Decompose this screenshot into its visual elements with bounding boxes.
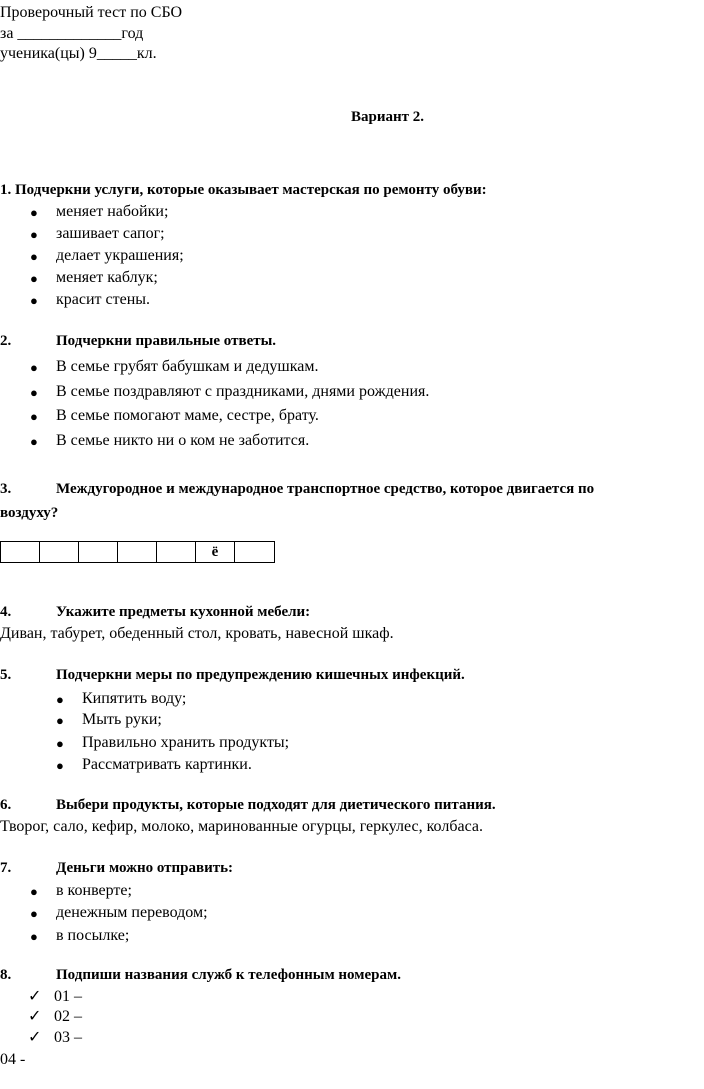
q3-title: Междугородное и международное транспортное средство, которое двигается по	[56, 481, 595, 497]
list-item: делает украшения;	[56, 247, 184, 264]
checkmark-icon: ✓	[28, 1008, 42, 1025]
list-item: В семье грубят бабушкам и дедушкам.	[56, 358, 319, 375]
q6-text: Творог, сало, кефир, молоко, маринованные огурцы, геркулес, колбаса.	[0, 818, 483, 835]
list-item: в конверте;	[56, 882, 132, 899]
q3-number: 3.	[0, 481, 12, 497]
q7-title: Деньги можно отправить:	[56, 860, 234, 876]
bullet-icon: ●	[30, 271, 38, 286]
q7-number: 7.	[0, 860, 12, 876]
list-item: 03 –	[54, 1029, 82, 1046]
q6-title: Выбери продукты, которые подходят для диетического питания.	[56, 797, 496, 813]
bullet-icon: ●	[30, 884, 38, 899]
header-line-2: за _____________год	[0, 25, 144, 42]
q2-title: Подчеркни правильные ответы.	[56, 333, 277, 349]
bullet-icon: ●	[30, 205, 38, 220]
list-item: В семье поздравляют с праздниками, днями рождения.	[56, 383, 430, 400]
header-line-3: ученика(цы) 9_____кл.	[0, 45, 157, 62]
q8-last-line: 04 -	[0, 1051, 26, 1068]
list-item: 01 –	[54, 988, 82, 1005]
grid-cell[interactable]	[79, 542, 118, 562]
bullet-icon: ●	[30, 434, 38, 449]
q3-title-continued: воздуху?	[0, 505, 59, 521]
checkmark-icon: ✓	[28, 1029, 42, 1046]
q6-number: 6.	[0, 797, 12, 813]
q5-title: Подчеркни меры по предупреждению кишечных инфекций.	[56, 667, 465, 683]
list-item: меняет каблук;	[56, 269, 158, 286]
grid-cell[interactable]	[157, 542, 196, 562]
grid-cell[interactable]: ё	[196, 542, 235, 562]
list-item: Кипятить воду;	[82, 690, 187, 707]
header-line-1: Проверочный тест по СБО	[0, 4, 183, 21]
q5-number: 5.	[0, 667, 12, 683]
list-item: Мыть руки;	[82, 711, 162, 728]
bullet-icon: ●	[56, 758, 64, 773]
list-item: в посылке;	[56, 927, 130, 944]
grid-cell[interactable]	[1, 542, 40, 562]
bullet-icon: ●	[30, 409, 38, 424]
list-item: В семье никто ни о ком не заботится.	[56, 432, 310, 449]
bullet-icon: ●	[56, 692, 64, 707]
bullet-icon: ●	[30, 360, 38, 375]
bullet-icon: ●	[30, 929, 38, 944]
q8-number: 8.	[0, 967, 12, 983]
list-item: денежным переводом;	[56, 904, 208, 921]
bullet-icon: ●	[30, 227, 38, 242]
grid-cell[interactable]	[235, 542, 274, 562]
q1-title: 1. Подчеркни услуги, которые оказывает мастерская по ремонту обуви:	[0, 182, 487, 198]
bullet-icon: ●	[56, 713, 64, 728]
q4-text: Диван, табурет, обеденный стол, кровать, навесной шкаф.	[0, 625, 394, 642]
grid-cell[interactable]	[118, 542, 157, 562]
crossword-grid	[0, 541, 275, 563]
bullet-icon: ●	[56, 736, 64, 751]
list-item: В семье помогают маме, сестре, брату.	[56, 407, 319, 424]
q2-number: 2.	[0, 333, 12, 349]
variant-title: Вариант 2.	[351, 109, 425, 125]
q4-number: 4.	[0, 604, 12, 620]
list-item: Правильно хранить продукты;	[82, 734, 290, 751]
bullet-icon: ●	[30, 249, 38, 264]
checkmark-icon: ✓	[28, 988, 42, 1005]
bullet-icon: ●	[30, 293, 38, 308]
q8-title: Подпиши названия служб к телефонным номерам.	[56, 967, 401, 983]
q4-title: Укажите предметы кухонной мебели:	[56, 604, 311, 620]
list-item: Рассматривать картинки.	[82, 756, 252, 773]
list-item: 02 –	[54, 1008, 82, 1025]
list-item: зашивает сапог;	[56, 225, 165, 242]
list-item: меняет набойки;	[56, 203, 169, 220]
list-item: красит стены.	[56, 291, 151, 308]
grid-cell[interactable]	[40, 542, 79, 562]
bullet-icon: ●	[30, 906, 38, 921]
bullet-icon: ●	[30, 385, 38, 400]
